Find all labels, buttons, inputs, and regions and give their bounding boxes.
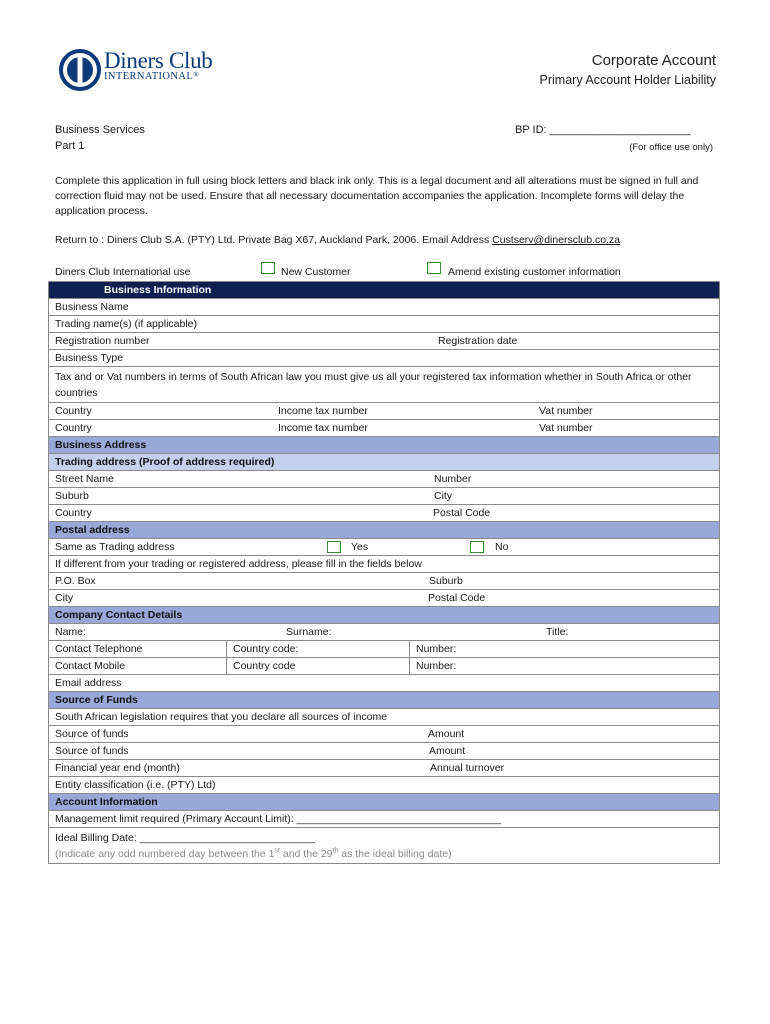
part-label: Part 1: [55, 140, 85, 152]
tax-row-2[interactable]: [49, 420, 720, 437]
yes-checkbox[interactable]: [327, 541, 341, 553]
billing-date-field[interactable]: Ideal Billing Date: ______________________________: [55, 832, 315, 844]
telephone-number-field[interactable]: Number:: [410, 641, 720, 658]
turnover-label: Annual turnover: [430, 762, 505, 774]
business-name-field[interactable]: Business Name: [49, 299, 720, 316]
funds-row-2[interactable]: [49, 743, 720, 760]
po-box-label: P.O. Box: [55, 575, 96, 587]
vat-label: Vat number: [539, 405, 593, 417]
registration-row[interactable]: [49, 333, 720, 350]
email-link[interactable]: Custserv@dinersclub.co.za: [492, 234, 621, 246]
country-row[interactable]: [49, 505, 720, 522]
number-label: Number: [434, 473, 472, 485]
trading-address-header: Trading address (Proof of address required): [49, 454, 720, 471]
trading-names-field[interactable]: Trading name(s) (if applicable): [49, 316, 720, 333]
business-address-header: Business Address: [49, 437, 720, 454]
return-to-text: Return to : Diners Club S.A. (PTY) Ltd. Private Bag X67, Auckland Park, 2006. Email Address Custserv@dinersclub.co.za: [55, 234, 621, 246]
name-label: Name:: [55, 626, 86, 638]
office-use-note: (For office use only): [629, 142, 713, 153]
entity-classification-field[interactable]: Entity classification (i.e. (PTY) Ltd): [49, 777, 720, 794]
logo-subtitle: INTERNATIONAL®: [104, 71, 199, 82]
application-form-table: [48, 281, 720, 864]
city-row[interactable]: [49, 590, 720, 607]
suburb-label: Suburb: [55, 490, 89, 502]
postal-code-label: Postal Code: [433, 507, 491, 519]
mobile-number-field[interactable]: Number:: [410, 658, 720, 675]
contact-mobile-label: Contact Mobile: [49, 658, 227, 675]
dept-label: Business Services: [55, 124, 145, 136]
source-label: Source of funds: [55, 728, 129, 740]
bp-id-field[interactable]: BP ID: _______________________: [515, 124, 691, 136]
new-customer-label: New Customer: [281, 266, 351, 278]
source-label: Source of funds: [55, 745, 129, 757]
amend-label: Amend existing customer information: [448, 266, 621, 278]
reg-date-label: Registration date: [438, 335, 518, 347]
postal-address-header: Postal address: [49, 522, 720, 539]
business-type-field[interactable]: Business Type: [49, 350, 720, 367]
reg-number-label: Registration number: [55, 335, 150, 347]
legislation-note: South African legislation requires that you declare all sources of income: [49, 709, 720, 726]
income-tax-label: Income tax number: [278, 405, 368, 417]
no-label: No: [495, 541, 509, 553]
billing-cell[interactable]: [49, 828, 720, 864]
city-label: City: [434, 490, 453, 502]
surname-label: Surname:: [286, 626, 332, 638]
funds-row-1[interactable]: [49, 726, 720, 743]
new-customer-checkbox[interactable]: [261, 262, 275, 274]
name-row[interactable]: [49, 624, 720, 641]
logo-name: Diners Club: [104, 48, 213, 73]
tax-row-1[interactable]: [49, 403, 720, 420]
amount-label: Amount: [429, 745, 466, 757]
account-info-header: Account Information: [49, 794, 720, 811]
country-label: Country: [55, 422, 92, 434]
source-of-funds-header: Source of Funds: [49, 692, 720, 709]
billing-hint: (Indicate any odd numbered day between the 1st and the 29th as the ideal billing date): [55, 847, 452, 860]
city-label: City: [55, 592, 74, 604]
mobile-country-code-field[interactable]: Country code: [227, 658, 410, 675]
country-label: Country: [55, 507, 92, 519]
amend-checkbox[interactable]: [427, 262, 441, 274]
instructions-text: Complete this application in full using block letters and black ink only. This is a legal document and all alterations must be signed in full and correction fluid may not be used. Ensure that all necessary documentation accompanies the application. Incomplete forms will delay the application process.: [55, 175, 699, 217]
contact-details-header: Company Contact Details: [49, 607, 720, 624]
same-as-label: Same as Trading address: [55, 541, 175, 553]
street-row[interactable]: [49, 471, 720, 488]
suburb-row[interactable]: [49, 488, 720, 505]
street-label: Street Name: [55, 473, 114, 485]
same-as-row: [49, 539, 720, 556]
amount-label: Amount: [428, 728, 465, 740]
fy-end-label: Financial year end (month): [55, 762, 180, 774]
page-subtitle: Primary Account Holder Liability: [539, 73, 716, 87]
no-checkbox[interactable]: [470, 541, 484, 553]
if-different-note: If different from your trading or registered address, please fill in the fields below: [49, 556, 720, 573]
contact-telephone-label: Contact Telephone: [49, 641, 227, 658]
vat-label: Vat number: [539, 422, 593, 434]
use-label: Diners Club International use: [55, 266, 191, 278]
management-limit-field[interactable]: Management limit required (Primary Account Limit): ___________________________________: [49, 811, 720, 828]
title-label: Title:: [546, 626, 569, 638]
tax-note: Tax and or Vat numbers in terms of South African law you must give us all your registered tax information whether in South Africa or other countries: [49, 367, 720, 403]
telephone-country-code-field[interactable]: Country code:: [227, 641, 410, 658]
po-box-row[interactable]: [49, 573, 720, 590]
email-address-field[interactable]: Email address: [49, 675, 720, 692]
income-tax-label: Income tax number: [278, 422, 368, 434]
yes-label: Yes: [351, 541, 369, 553]
country-label: Country: [55, 405, 92, 417]
suburb-label: Suburb: [429, 575, 463, 587]
postal-code-label: Postal Code: [428, 592, 486, 604]
page-title: Corporate Account: [591, 52, 716, 69]
business-info-header: Business Information: [49, 282, 720, 299]
fy-row[interactable]: [49, 760, 720, 777]
